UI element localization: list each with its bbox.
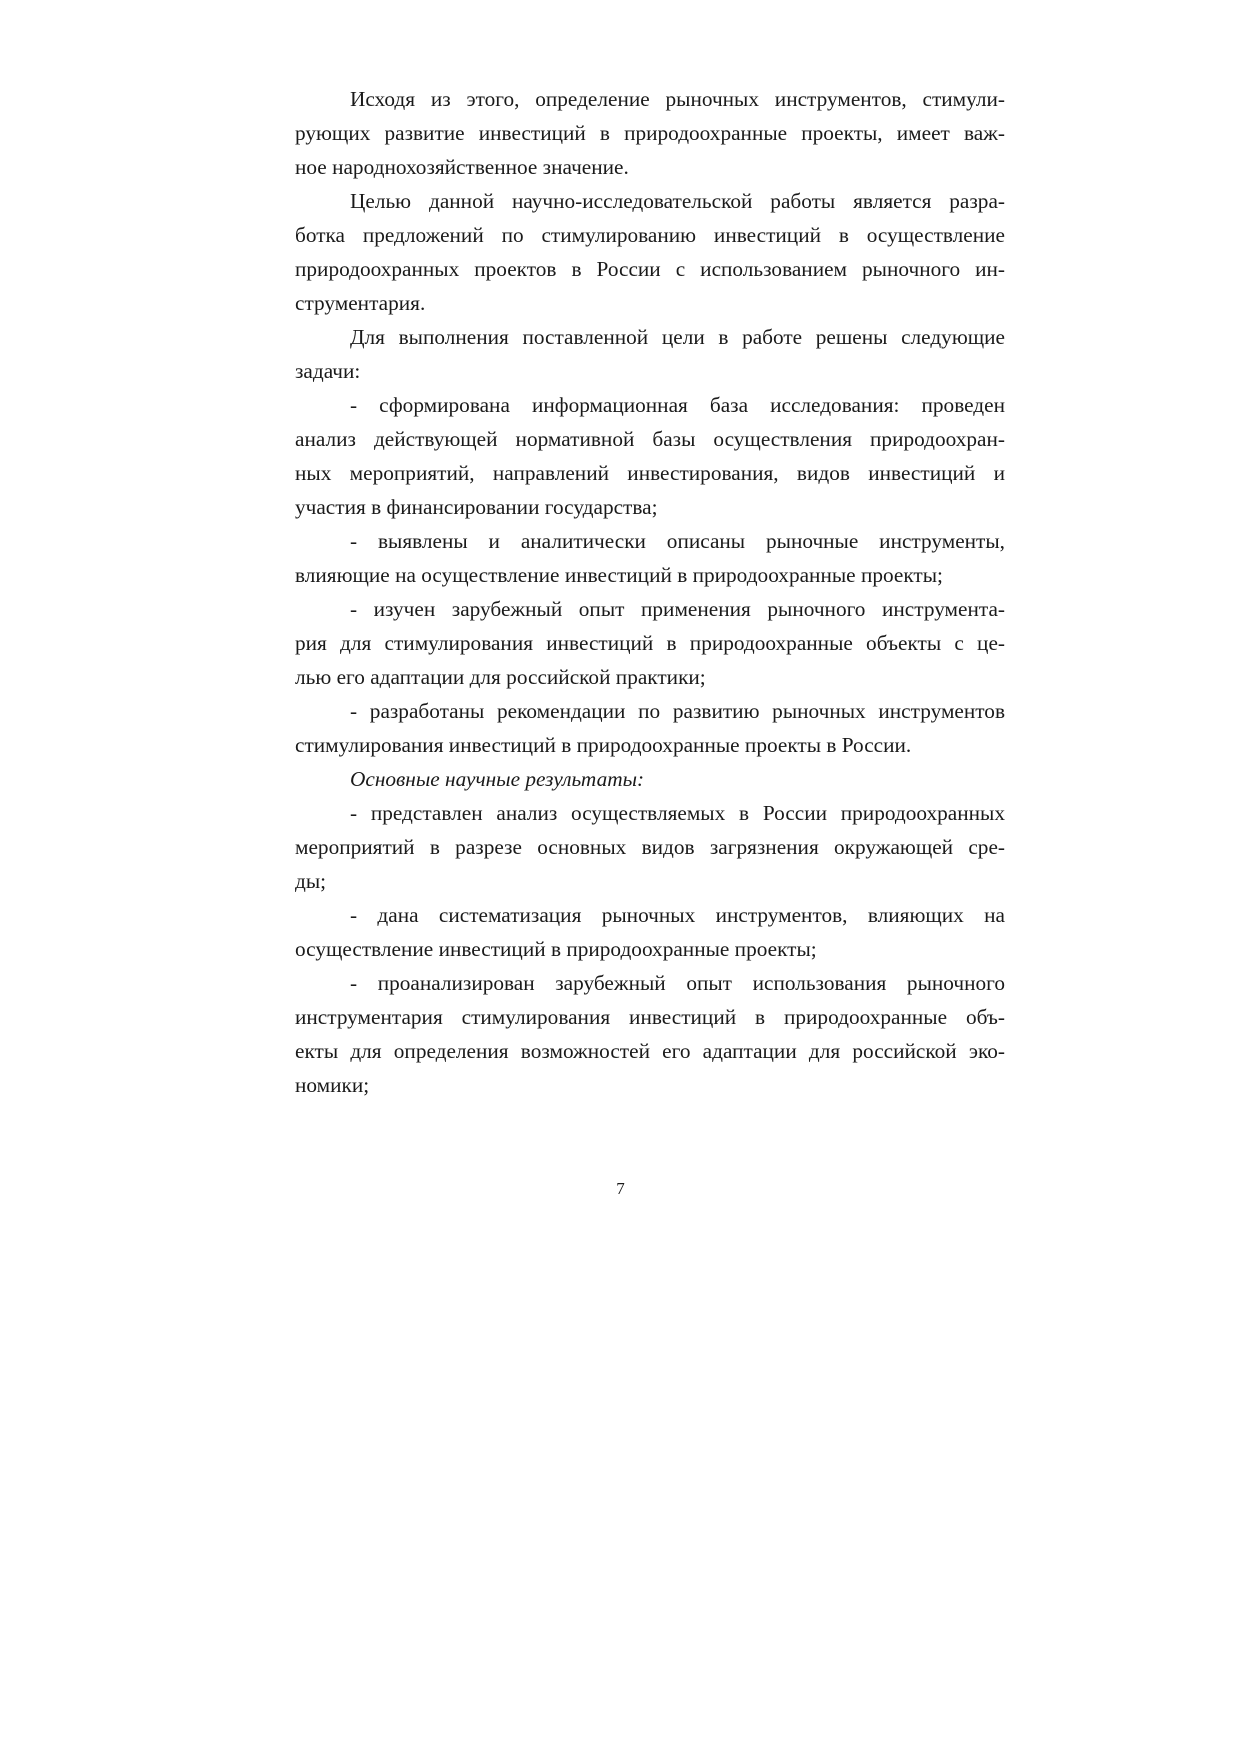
paragraph-p5 (295, 524, 1005, 592)
text-line: осуществление инвестиций в природоохранные проекты; (295, 937, 817, 961)
text-line: Основные научные результаты: (350, 767, 645, 791)
text-line: рующих развитие инвестиций в природоохранные проекты, имеет важ- (295, 121, 1005, 145)
text-line: участия в финансировании государства; (295, 495, 658, 519)
text-line: - дана систематизация рыночных инструментов, влияющих на (350, 903, 1005, 927)
paragraph-p11 (295, 966, 1005, 1102)
text-line: струментария. (295, 291, 426, 315)
text-line: екты для определения возможностей его адаптации для российской эко- (295, 1039, 1005, 1063)
text-line: ды; (295, 869, 327, 893)
text-line: инструментария стимулирования инвестиций в природоохранные объ- (295, 1005, 1005, 1029)
paragraph-p3 (295, 320, 1005, 388)
paragraph-p8 (295, 762, 1005, 796)
paragraph-p2 (295, 184, 1005, 320)
text-line: - выявлены и аналитически описаны рыночные инструменты, (350, 529, 1005, 553)
text-line: Целью данной научно-исследовательской работы является разра- (350, 189, 1005, 213)
text-line: ных мероприятий, направлений инвестирования, видов инвестиций и (295, 461, 1005, 485)
text-line: ботка предложений по стимулированию инвестиций в осуществление (295, 223, 1005, 247)
text-line: стимулирования инвестиций в природоохранные проекты в России. (295, 733, 912, 757)
text-line: лью его адаптации для российской практики; (295, 665, 706, 689)
paragraph-p9 (295, 796, 1005, 898)
paragraph-p7 (295, 694, 1005, 762)
text-line: - представлен анализ осуществляемых в России природоохранных (350, 801, 1005, 825)
page-number: 7 (616, 1179, 625, 1198)
paragraph-p1 (295, 82, 1005, 184)
text-line: рия для стимулирования инвестиций в природоохранные объекты с це- (295, 631, 1005, 655)
text-line: задачи: (295, 359, 361, 383)
text-line: анализ действующей нормативной базы осуществления природоохран- (295, 427, 1005, 451)
text-line: - проанализирован зарубежный опыт использования рыночного (350, 971, 1005, 995)
text-line: - изучен зарубежный опыт применения рыночного инструмента- (350, 597, 1005, 621)
text-line: Для выполнения поставленной цели в работе решены следующие (350, 325, 1005, 349)
text-line: - сформирована информационная база исследования: проведен (350, 393, 1005, 417)
body-text (295, 82, 1005, 1102)
text-line: влияющие на осуществление инвестиций в природоохранные проекты; (295, 563, 943, 587)
paragraph-p4 (295, 388, 1005, 524)
text-line: мероприятий в разрезе основных видов загрязнения окружающей сре- (295, 835, 1005, 859)
text-line: ное народнохозяйственное значение. (295, 155, 629, 179)
text-line: номики; (295, 1073, 370, 1097)
text-line: Исходя из этого, определение рыночных инструментов, стимули- (350, 87, 1005, 111)
text-line: - разработаны рекомендации по развитию рыночных инструментов (350, 699, 1005, 723)
paragraph-p10 (295, 898, 1005, 966)
text-line: природоохранных проектов в России с использованием рыночного ин- (295, 257, 1005, 281)
paragraph-p6 (295, 592, 1005, 694)
